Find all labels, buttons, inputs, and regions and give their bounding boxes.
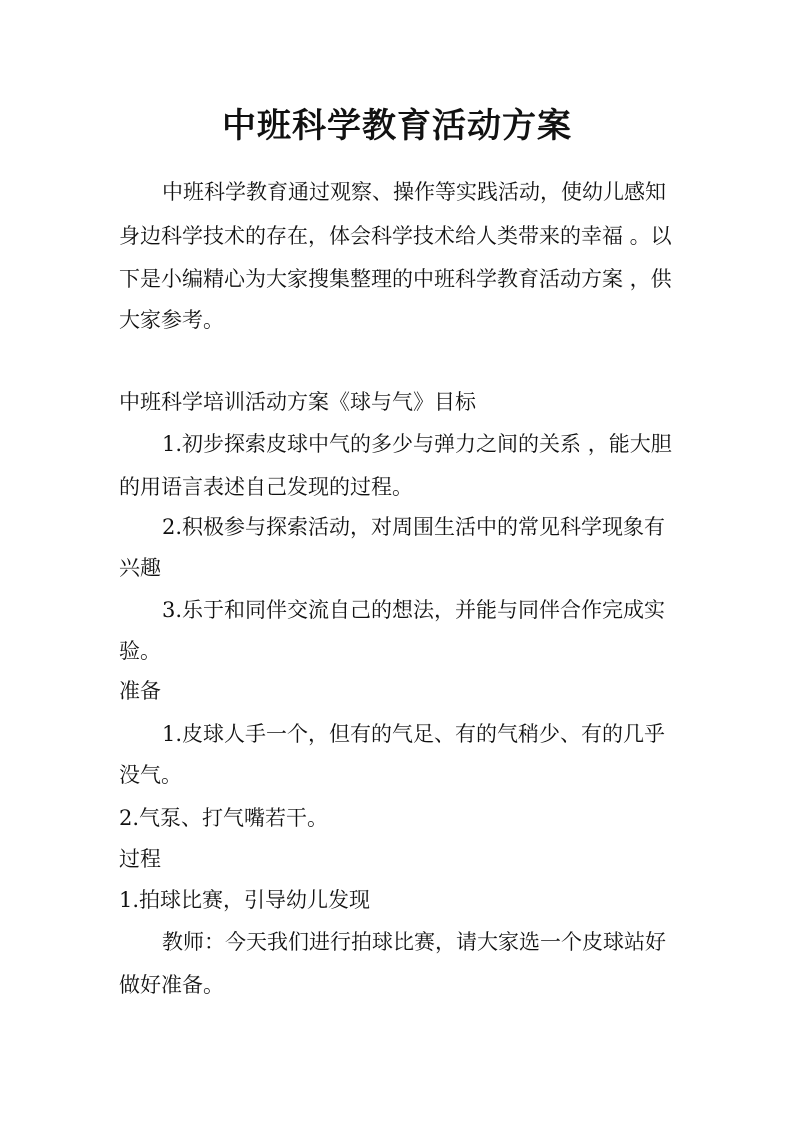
prep-line-1: 1.皮球人手一个，但有的气足、有的气稍少、有的几乎 xyxy=(162,722,666,746)
goal-line-6: 验。 xyxy=(119,639,161,663)
process-heading: 过程 xyxy=(119,847,161,871)
goal-line-2: 的用语言表述自己发现的过程。 xyxy=(119,475,413,499)
section-heading: 中班科学培训活动方案《球与气》目标 xyxy=(119,390,476,414)
intro-line-2: 身边科学技术的存在，体会科学技术给人类带来的幸福 。以 xyxy=(119,224,672,248)
process-line-3: 做好准备。 xyxy=(119,973,224,997)
process-line-1: 1.拍球比赛，引导幼儿发现 xyxy=(119,888,371,912)
intro-line-1: 中班科学教育通过观察、操作等实践活动，使幼儿感知 xyxy=(162,180,666,204)
prep-line-3: 2.气泵、打气嘴若干。 xyxy=(119,806,329,830)
prep-line-2: 没气。 xyxy=(119,763,182,787)
goal-line-4: 兴趣 xyxy=(119,556,161,580)
goal-line-3: 2.积极参与探索活动，对周围生活中的常见科学现象有 xyxy=(162,515,666,539)
intro-line-3: 下是小编精心为大家搜集整理的中班科学教育活动方案 ，供 xyxy=(119,267,672,291)
prep-heading: 准备 xyxy=(119,679,161,703)
goal-line-5: 3.乐于和同伴交流自己的想法，并能与同伴合作完成实 xyxy=(162,598,666,622)
document-title: 中班科学教育活动方案 xyxy=(222,106,572,146)
intro-line-4: 大家参考。 xyxy=(119,308,224,332)
process-line-2: 教师：今天我们进行拍球比赛，请大家选一个皮球站好 xyxy=(162,930,666,954)
goal-line-1: 1.初步探索皮球中气的多少与弹力之间的关系 ，能大胆 xyxy=(162,432,672,456)
